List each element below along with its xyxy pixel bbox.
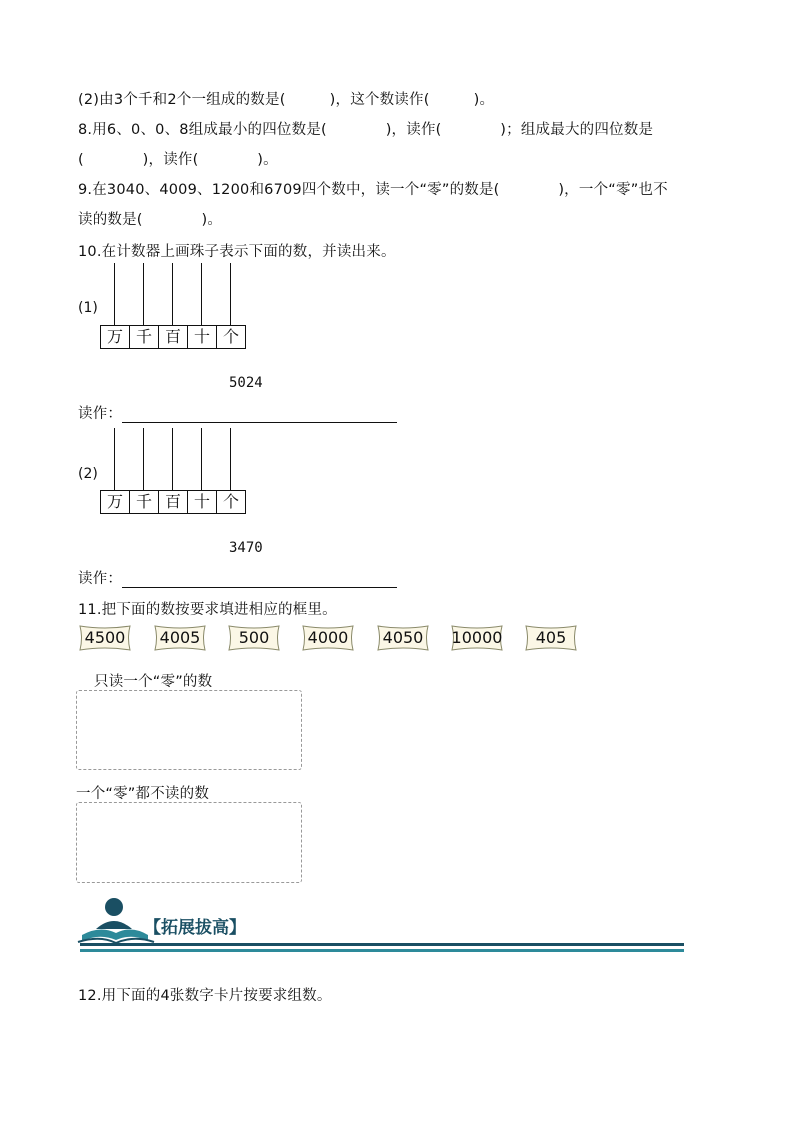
abacus-1-place-labels	[100, 325, 246, 349]
answer-blank[interactable]	[122, 571, 397, 588]
question-8-line-2: ( )，读作( )。	[78, 152, 278, 168]
number-card[interactable]	[226, 623, 282, 653]
read-label: 读作：	[78, 406, 123, 422]
q10-part-2-answer[interactable]	[78, 567, 397, 588]
number-card[interactable]	[152, 623, 208, 653]
place-ge: 个	[222, 327, 239, 346]
question-10-prompt: 10.在计数器上画珠子表示下面的数，并读出来。	[78, 244, 396, 260]
question-8-line-1: 8.用6、0、0、8组成最小的四位数是( )，读作( )；组成最大的四位数是	[78, 122, 654, 138]
section-title: 【拓展拔高】	[144, 918, 246, 938]
question-12-prompt: 12.用下面的4张数字卡片按要求组数。	[78, 988, 332, 1004]
number-card[interactable]	[523, 623, 579, 653]
number-card[interactable]	[449, 623, 505, 653]
answer-blank[interactable]	[122, 406, 397, 423]
place-qian: 千	[130, 326, 159, 348]
place-bai: 百	[159, 491, 188, 513]
place-ge: 个	[222, 492, 239, 511]
q10-part-1-number: 5024	[229, 375, 263, 391]
place-qian: 千	[130, 491, 159, 513]
q10-part-1-answer[interactable]	[78, 402, 397, 423]
card-value: 4050	[382, 628, 424, 647]
place-shi: 十	[188, 491, 217, 513]
place-bai: 百	[159, 326, 188, 348]
card-value: 4005	[159, 628, 201, 647]
abacus-2[interactable]	[100, 428, 245, 514]
abacus-1[interactable]	[100, 263, 245, 349]
card-value: 4500	[84, 628, 126, 647]
question-9-line-1: 9.在3040、4009、1200和6709四个数中，读一个“零”的数是( )，一个“零”也不	[78, 182, 668, 198]
number-card[interactable]	[300, 623, 356, 653]
number-card[interactable]	[77, 623, 133, 653]
box-read-one-zero[interactable]	[76, 690, 302, 770]
q10-part-2-number: 3470	[229, 540, 263, 556]
question-11-prompt: 11.把下面的数按要求填进相应的框里。	[78, 602, 337, 618]
box-read-no-zero[interactable]	[76, 802, 302, 883]
box-1-label: 只读一个“零”的数	[94, 674, 213, 690]
number-card[interactable]	[375, 623, 431, 653]
question-9-line-2: 读的数是( )。	[78, 212, 223, 228]
place-shi: 十	[188, 326, 217, 348]
card-value: 4000	[307, 628, 349, 647]
place-wan: 万	[101, 326, 130, 348]
place-wan: 万	[101, 491, 130, 513]
read-label: 读作：	[78, 571, 123, 587]
card-value: 10000	[451, 628, 503, 647]
q10-part-2-label: (2)	[78, 466, 98, 482]
card-value: 500	[238, 628, 270, 647]
q10-part-1-label: (1)	[78, 300, 98, 316]
abacus-2-place-labels	[100, 490, 246, 514]
question-7-2: (2)由3个千和2个一组成的数是( )，这个数读作( )。	[78, 92, 495, 108]
box-2-label: 一个“零”都不读的数	[76, 786, 210, 802]
card-value: 405	[535, 628, 567, 647]
